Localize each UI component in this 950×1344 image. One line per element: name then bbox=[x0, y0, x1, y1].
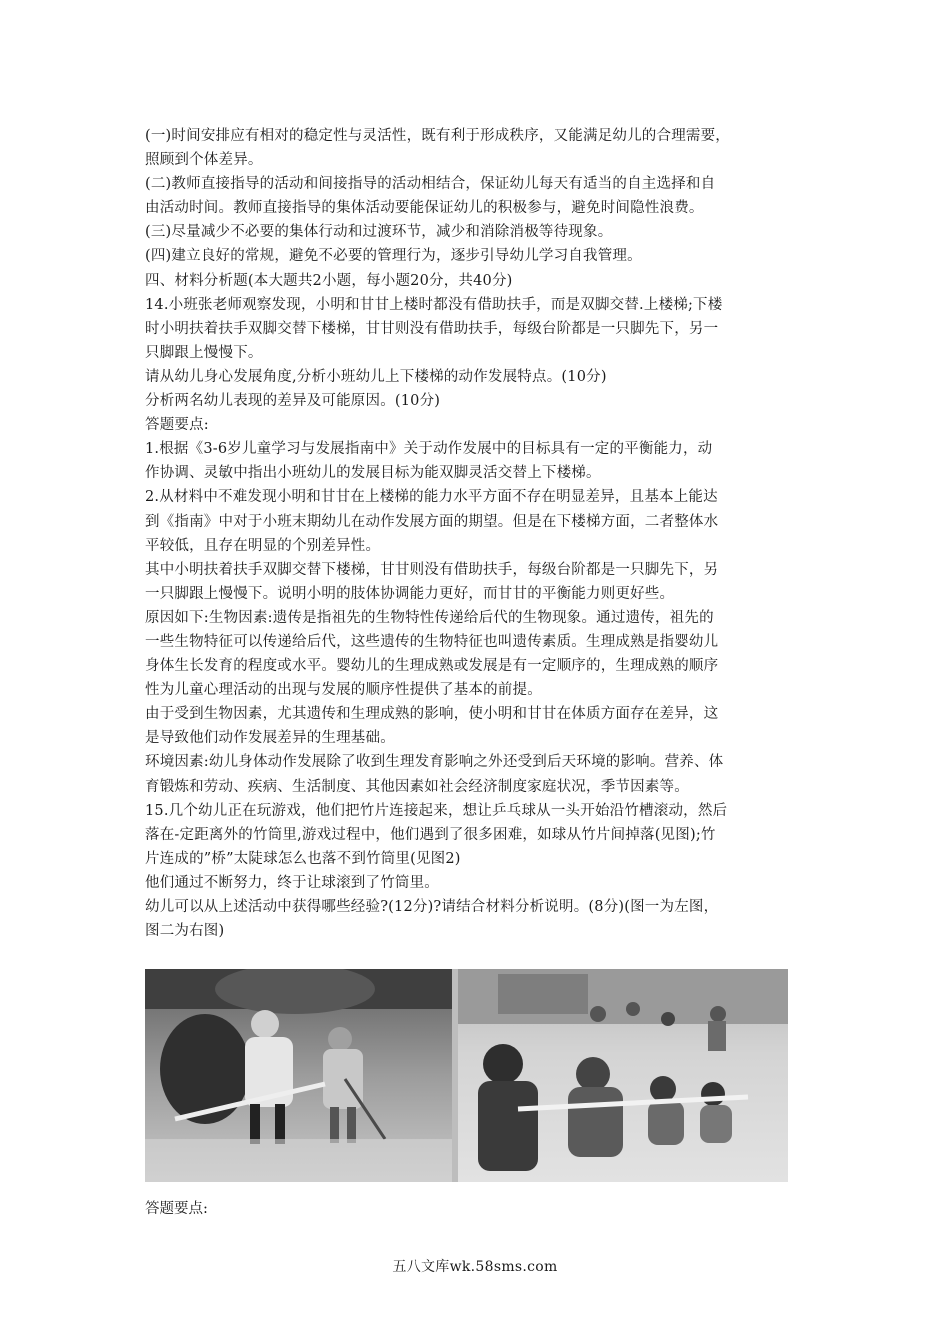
text-line: (三)尽量减少不必要的集体行动和过渡环节，减少和消除消极等待现象。 bbox=[145, 224, 613, 241]
text-line: 片连成的”桥”太陡球怎么也落不到竹筒里(见图2) bbox=[145, 850, 461, 867]
text-line: 照顾到个体差异。 bbox=[145, 152, 263, 169]
text-line: 一些生物特征可以传递给后代，这些遗传的生物特征也叫遗传素质。生理成熟是指婴幼儿 bbox=[145, 633, 719, 650]
text-line: 1.根据《3-6岁儿童学习与发展指南中》关于动作发展中的目标具有一定的平衡能力，动 bbox=[145, 441, 713, 458]
footer-watermark: 五八文库wk.58sms.com bbox=[392, 1259, 558, 1275]
text-line: 其中小明扶着扶手双脚交替下楼梯，甘甘则没有借助扶手，每级台阶都是一只脚先下，另 bbox=[145, 561, 719, 578]
text-line: 平较低，且存在明显的个别差异性。 bbox=[145, 537, 381, 554]
text-line: 环境因素:幼儿身体动作发展除了收到生理发育影响之外还受到后天环境的影响。营养、体 bbox=[145, 754, 724, 771]
text-line: 到《指南》中对于小班末期幼儿在动作发展方面的期望。但是在下楼梯方面，二者整体水 bbox=[145, 513, 719, 530]
text-line: 性为儿童心理活动的出现与发展的顺序性提供了基本的前提。 bbox=[145, 682, 542, 699]
text-line: 只脚跟上慢慢下。 bbox=[145, 344, 263, 361]
text-line: 他们通过不断努力，终于让球滚到了竹筒里。 bbox=[145, 874, 439, 891]
text-line: 由活动时间。教师直接指导的集体活动要能保证幼儿的积极参与，避免时间隐性浪费。 bbox=[145, 200, 704, 217]
text-line: 2.从材料中不难发现小明和甘甘在上楼梯的能力水平方面不存在明显差异，且基本上能达 bbox=[145, 489, 718, 506]
answer-heading: 答题要点: bbox=[145, 417, 209, 434]
text-line: 分析两名幼儿表现的差异及可能原因。(10分) bbox=[145, 393, 441, 410]
activity-photos bbox=[145, 969, 788, 1182]
text-line: 图二为右图) bbox=[145, 923, 225, 940]
text-line: 作协调、灵敏中指出小班幼儿的发展目标为能双脚灵活交替上下楼梯。 bbox=[145, 465, 601, 482]
section-heading: 四、材料分析题(本大题共2小题，每小题20分，共40分) bbox=[145, 272, 513, 289]
text-line: 是导致他们动作发展差异的生理基础。 bbox=[145, 730, 395, 747]
question-14: 14.小班张老师观察发现，小明和甘甘上楼时都没有借助扶手，而是双脚交替.上楼梯;下楼 bbox=[145, 296, 723, 313]
photo-figure-1 bbox=[145, 969, 452, 1182]
question-15: 15.几个幼儿正在玩游戏，他们把竹片连接起来，想让乒乓球从一头开始沿竹槽滚动，然后 bbox=[145, 802, 728, 819]
text-line: 原因如下:生物因素:遗传是指祖先的生物特性传递给后代的生物现象。通过遗传，祖先的 bbox=[145, 609, 714, 626]
text-line: 育锻炼和劳动、疾病、生活制度、其他因素如社会经济制度家庭状况，季节因素等。 bbox=[145, 778, 689, 795]
text-line: 由于受到生物因素，尤其遗传和生理成熟的影响，使小明和甘甘在体质方面存在差异，这 bbox=[145, 706, 719, 723]
text-line: (四)建立良好的常规，避免不必要的管理行为，逐步引导幼儿学习自我管理。 bbox=[145, 248, 642, 265]
text-line: 时小明扶着扶手双脚交替下楼梯，甘甘则没有借助扶手，每级台阶都是一只脚先下，另一 bbox=[145, 320, 719, 337]
text-line: 幼儿可以从上述活动中获得哪些经验?(12分)?请结合材料分析说明。(8分)(图一为左图， bbox=[145, 899, 719, 915]
text-line: 落在-定距离外的竹筒里,游戏过程中，他们遇到了很多困难，如球从竹片间掉落(见图);竹 bbox=[145, 826, 716, 843]
text-line: (一)时间安排应有相对的稳定性与灵活性，既有利于形成秩序，又能满足幼儿的合理需要， bbox=[145, 128, 731, 144]
document-body bbox=[145, 124, 813, 943]
text-line: 一只脚跟上慢慢下。说明小明的肢体协调能力更好，而甘甘的平衡能力则更好些。 bbox=[145, 585, 675, 602]
text-line: 身体生长发育的程度或水平。婴幼儿的生理成熟或发展是有一定顺序的，生理成熟的顺序 bbox=[145, 658, 719, 675]
text-line: (二)教师直接指导的活动和间接指导的活动相结合，保证幼儿每天有适当的自主选择和自 bbox=[145, 176, 716, 193]
answer-points-heading: 答题要点: bbox=[145, 1201, 208, 1217]
text-line: 请从幼儿身心发展角度,分析小班幼儿上下楼梯的动作发展特点。(10分) bbox=[145, 368, 607, 385]
photo-figure-2 bbox=[458, 969, 788, 1182]
